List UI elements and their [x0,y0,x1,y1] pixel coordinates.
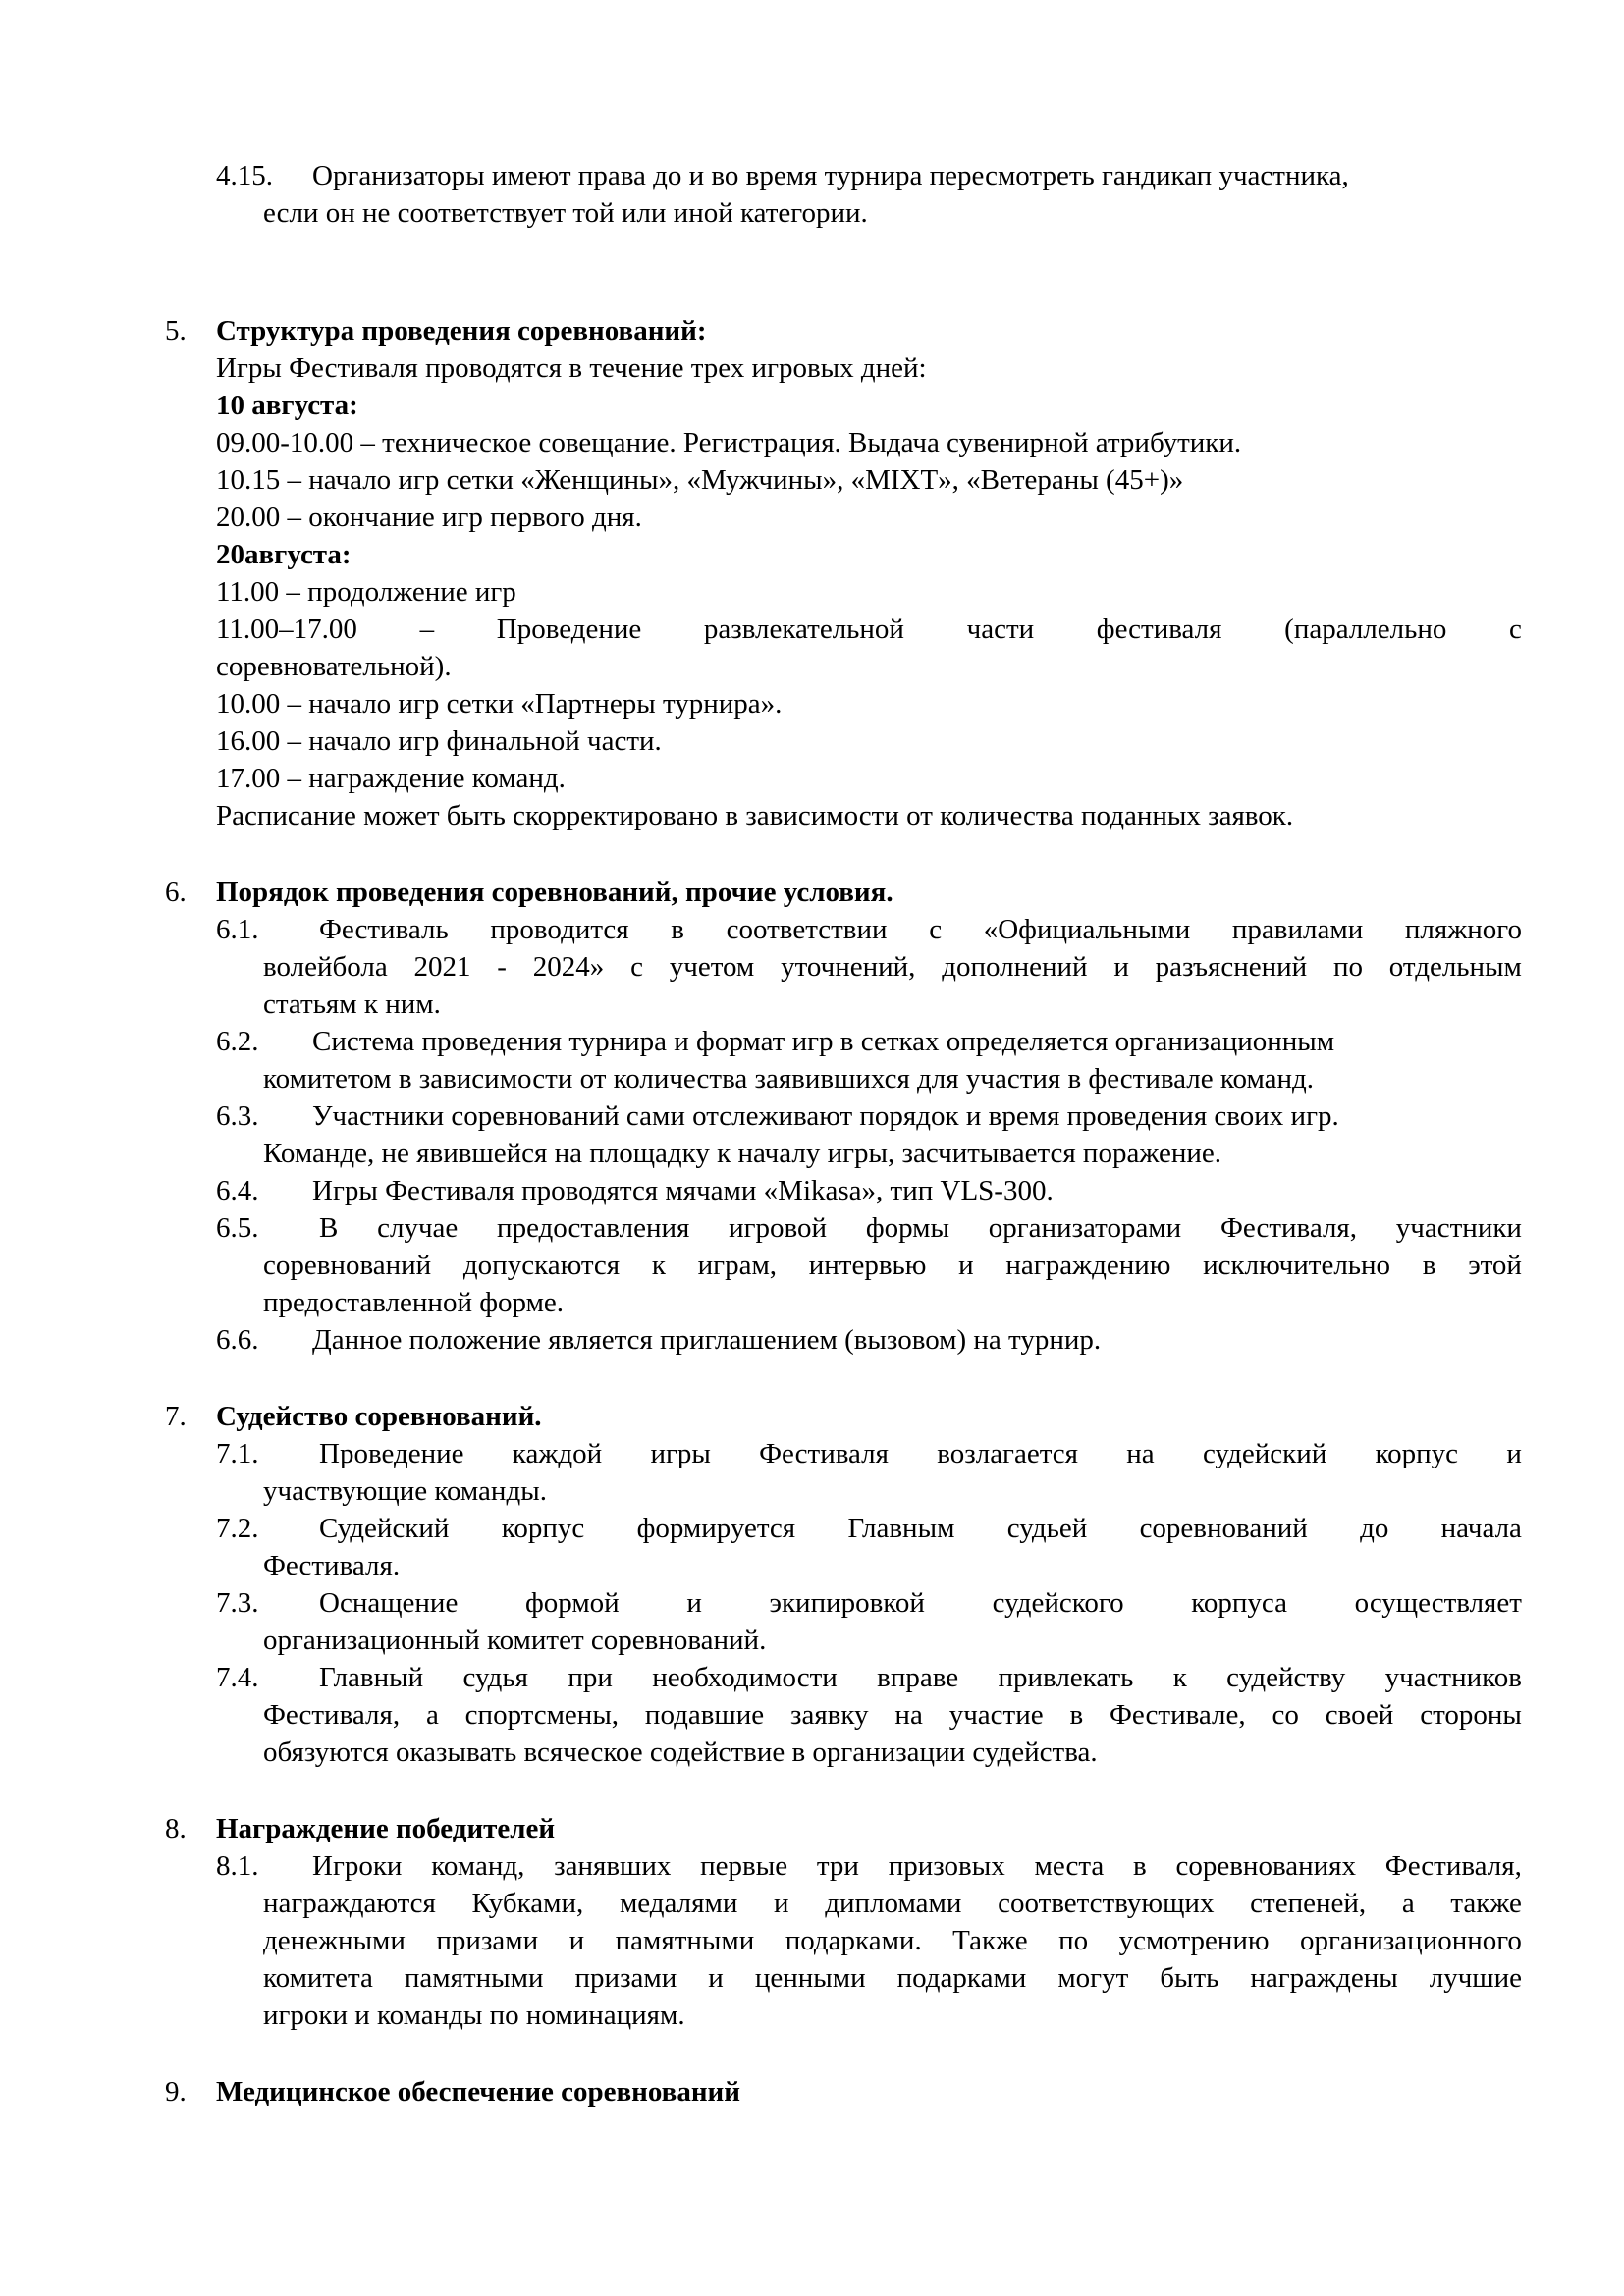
word: памятными [404,1962,544,1994]
word: фестиваля [1096,614,1222,645]
paragraph-line: статьям к ним. [263,988,441,1020]
word: 2024» [532,951,605,983]
word: осуществляет [1354,1587,1522,1619]
section-title: Судейство соревнований. [216,1401,542,1432]
word: этой [1468,1250,1522,1281]
word: Игроки [312,1850,403,1882]
paragraph-line-justified [319,1209,1522,1247]
word: лучшие [1429,1962,1522,1994]
word: денежными [263,1925,406,1956]
section-title: Награждение победителей [216,1813,556,1844]
paragraph-line: Игры Фестиваля проводятся мячами «Mikasa», тип VLS-300. [312,1175,1054,1206]
item-number: 6.2. [216,1026,259,1057]
word: с [630,951,643,983]
word: формируется [636,1513,796,1544]
item-number: 8.1. [216,1850,259,1882]
word: памятными [615,1925,755,1956]
paragraph-line: Данное положение является приглашением (вызовом) на турнир. [312,1324,1102,1356]
word: комитета [263,1962,373,1994]
word: – [419,614,435,645]
word: участие [948,1699,1044,1731]
paragraph-line-justified [263,1885,1522,1922]
word: уточнений, [781,951,916,983]
word: первые [700,1850,788,1882]
word: судья [462,1662,528,1693]
word: Фестиваля [759,1438,889,1469]
word: привлекать [998,1662,1134,1693]
word: своей [1325,1699,1394,1731]
section-title: Порядок проведения соревнований, прочие условия. [216,877,893,908]
word: Фестиваля, [1219,1212,1358,1244]
word: при [568,1662,613,1693]
schedule-day-heading: 10 августа: [216,390,358,421]
schedule-line: 10.00 – начало игр сетки «Партнеры турнира». [216,688,783,720]
section-number: 9. [165,2076,187,2108]
section-title: Структура проведения соревнований: [216,315,707,347]
word: также [1450,1888,1522,1919]
paragraph-line: обязуются оказывать всяческое содействие в организации судейства. [263,1736,1098,1768]
word: корпуса [1191,1587,1287,1619]
word: каждой [512,1438,603,1469]
word: а [1401,1888,1415,1919]
word: с [1509,614,1522,645]
word: волейбола [263,951,388,983]
word: призовых [888,1850,1005,1882]
word: к [651,1250,666,1281]
paragraph-line: участвующие команды. [263,1475,547,1507]
schedule-day-heading: 20августа: [216,539,352,570]
word: три [816,1850,859,1882]
word: в [671,914,684,945]
section-number: 6. [165,877,187,908]
word: исключительно [1203,1250,1391,1281]
item-number: 7.1. [216,1438,259,1469]
paragraph-line: если он не соответствует той или иной категории. [263,197,868,229]
paragraph-line-justified [319,911,1522,948]
paragraph-line-justified [263,1696,1522,1734]
word: на [894,1699,923,1731]
word: игры [650,1438,711,1469]
schedule-line: 11.00 – продолжение игр [216,576,516,608]
paragraph-line-justified [263,1247,1522,1284]
word: пляжного [1404,914,1522,945]
word: с [929,914,943,945]
word: в [1422,1250,1436,1281]
word: интервью [808,1250,927,1281]
paragraph-line: комитетом в зависимости от количества заявившихся для участия в фестивале команд. [263,1063,1315,1095]
word: Проведение [319,1438,464,1469]
word: игровой [729,1212,828,1244]
word: подавшие [644,1699,765,1731]
word: и [686,1587,702,1619]
word: к [1172,1662,1187,1693]
word: возлагается [937,1438,1078,1469]
word: Главный [319,1662,424,1693]
word: судьей [1006,1513,1088,1544]
schedule-line: 17.00 – награждение команд. [216,763,566,794]
word: соревнованиях [1175,1850,1357,1882]
word: Кубками, [471,1888,584,1919]
schedule-line: 09.00-10.00 – техническое совещание. Регистрация. Выдача сувенирной атрибутики. [216,427,1242,458]
word: - [497,951,507,983]
word: экипировкой [769,1587,925,1619]
word: стороны [1420,1699,1522,1731]
word: Оснащение [319,1587,459,1619]
word: усмотрению [1118,1925,1270,1956]
word: на [1126,1438,1155,1469]
word: начала [1440,1513,1522,1544]
paragraph-line: Участники соревнований сами отслеживают порядок и время проведения своих игр. [312,1100,1339,1132]
schedule-line: 10.15 – начало игр сетки «Женщины», «Мужчины», «MIXT», «Ветераны (45+)» [216,464,1184,496]
word: учетом [669,951,755,983]
word: вправе [877,1662,959,1693]
item-number: 6.1. [216,914,259,945]
word: Судейский [319,1513,450,1544]
word: со [1272,1699,1299,1731]
word: необходимости [652,1662,838,1693]
paragraph-line-justified [319,1659,1522,1696]
item-number: 6.4. [216,1175,259,1206]
word: места [1034,1850,1105,1882]
schedule-line: соревновательной). [216,651,452,682]
paragraph-line-justified [263,948,1522,986]
word: участников [1384,1662,1522,1693]
word: и [568,1925,585,1956]
word: предоставления [497,1212,690,1244]
schedule-line: 20.00 – окончание игр первого дня. [216,502,642,533]
word: допускаются [462,1250,621,1281]
word: и [958,1250,974,1281]
word: Фестивале, [1110,1699,1246,1731]
paragraph-line: организационный комитет соревнований. [263,1625,767,1656]
word: по [1058,1925,1089,1956]
word: корпус [501,1513,585,1544]
word: по [1332,951,1363,983]
word: а [425,1699,439,1731]
paragraph-line: Организаторы имеют права до и во время турнира пересмотреть гандикап участника, [312,160,1349,191]
paragraph-line-justified [319,1510,1522,1547]
word: проводится [490,914,629,945]
word: подарками [896,1962,1027,1994]
word: В [319,1212,339,1244]
paragraph-line: Фестиваля. [263,1550,401,1581]
word: соревнований [263,1250,432,1281]
paragraph-line: Команде, не явившейся на площадку к началу игры, засчитывается поражение. [263,1138,1222,1169]
word: судейству [1226,1662,1346,1693]
word: отдельным [1388,951,1522,983]
word: корпус [1375,1438,1459,1469]
word: «Официальными [983,914,1191,945]
word: организационного [1300,1925,1522,1956]
word: случае [377,1212,459,1244]
paragraph-line: Система проведения турнира и формат игр в сетках определяется организационным [312,1026,1335,1057]
section-title: Медицинское обеспечение соревнований [216,2076,740,2108]
paragraph-line: игроки и команды по номинациям. [263,2000,685,2031]
paragraph-line-justified [263,1922,1522,1959]
word: Также [952,1925,1028,1956]
word: соответствии [726,914,888,945]
word: в [1133,1850,1147,1882]
word: играм, [697,1250,778,1281]
item-number: 7.3. [216,1587,259,1619]
word: призами [436,1925,539,1956]
paragraph-line-justified [263,1959,1522,1997]
word: спортсмены, [464,1699,620,1731]
word: заявку [790,1699,869,1731]
word: подарками. [785,1925,922,1956]
word: 2021 [413,951,471,983]
word: степеней, [1250,1888,1367,1919]
section-number: 8. [165,1813,187,1844]
word: формы [865,1212,949,1244]
paragraph-line: предоставленной форме. [263,1287,565,1318]
schedule-line: 16.00 – начало игр финальной части. [216,725,662,757]
word: судейского [992,1587,1124,1619]
word: и [708,1962,724,1994]
word: награждению [1005,1250,1171,1281]
word: Главным [847,1513,955,1544]
paragraph-line-justified [319,1435,1522,1472]
word: награждены [1250,1962,1398,1994]
word: и [774,1888,789,1919]
word: дополнений [942,951,1088,983]
word: ценными [754,1962,866,1994]
word: Фестиваль [319,914,449,945]
word: Фестиваля, [1384,1850,1522,1882]
item-number: 4.15. [216,160,273,191]
item-number: 6.6. [216,1324,259,1356]
word: медалями [619,1888,738,1919]
word: команд, [431,1850,525,1882]
word: могут [1057,1962,1129,1994]
word: призами [574,1962,677,1994]
word: части [966,614,1035,645]
item-number: 6.3. [216,1100,259,1132]
word: и [1506,1438,1522,1469]
item-number: 6.5. [216,1212,259,1244]
item-number: 7.2. [216,1513,259,1544]
section-number: 7. [165,1401,187,1432]
word: награждаются [263,1888,436,1919]
word: (параллельно [1284,614,1447,645]
word: участники [1395,1212,1522,1244]
word: правилами [1231,914,1364,945]
paragraph-line-justified [312,1847,1522,1885]
word: 11.00–17.00 [216,614,357,645]
word: организаторами [988,1212,1182,1244]
word: занявших [554,1850,672,1882]
word: формой [524,1587,620,1619]
word: в [1069,1699,1084,1731]
word: дипломами [825,1888,962,1919]
word: Фестиваля, [263,1699,401,1731]
section-number: 5. [165,315,187,347]
word: Проведение [496,614,642,645]
word: до [1360,1513,1389,1544]
paragraph-line-justified [319,1584,1522,1622]
word: судейский [1202,1438,1327,1469]
paragraph-line: Расписание может быть скорректировано в зависимости от количества поданных заявок. [216,800,1294,831]
word: и [1113,951,1129,983]
item-number: 7.4. [216,1662,259,1693]
word: разъяснений [1155,951,1308,983]
word: соревнований [1139,1513,1308,1544]
word: развлекательной [703,614,904,645]
word: быть [1160,1962,1219,1994]
schedule-line-justified [216,611,1522,648]
paragraph-line: Игры Фестиваля проводятся в течение трех игровых дней: [216,352,927,384]
word: соответствующих [998,1888,1215,1919]
